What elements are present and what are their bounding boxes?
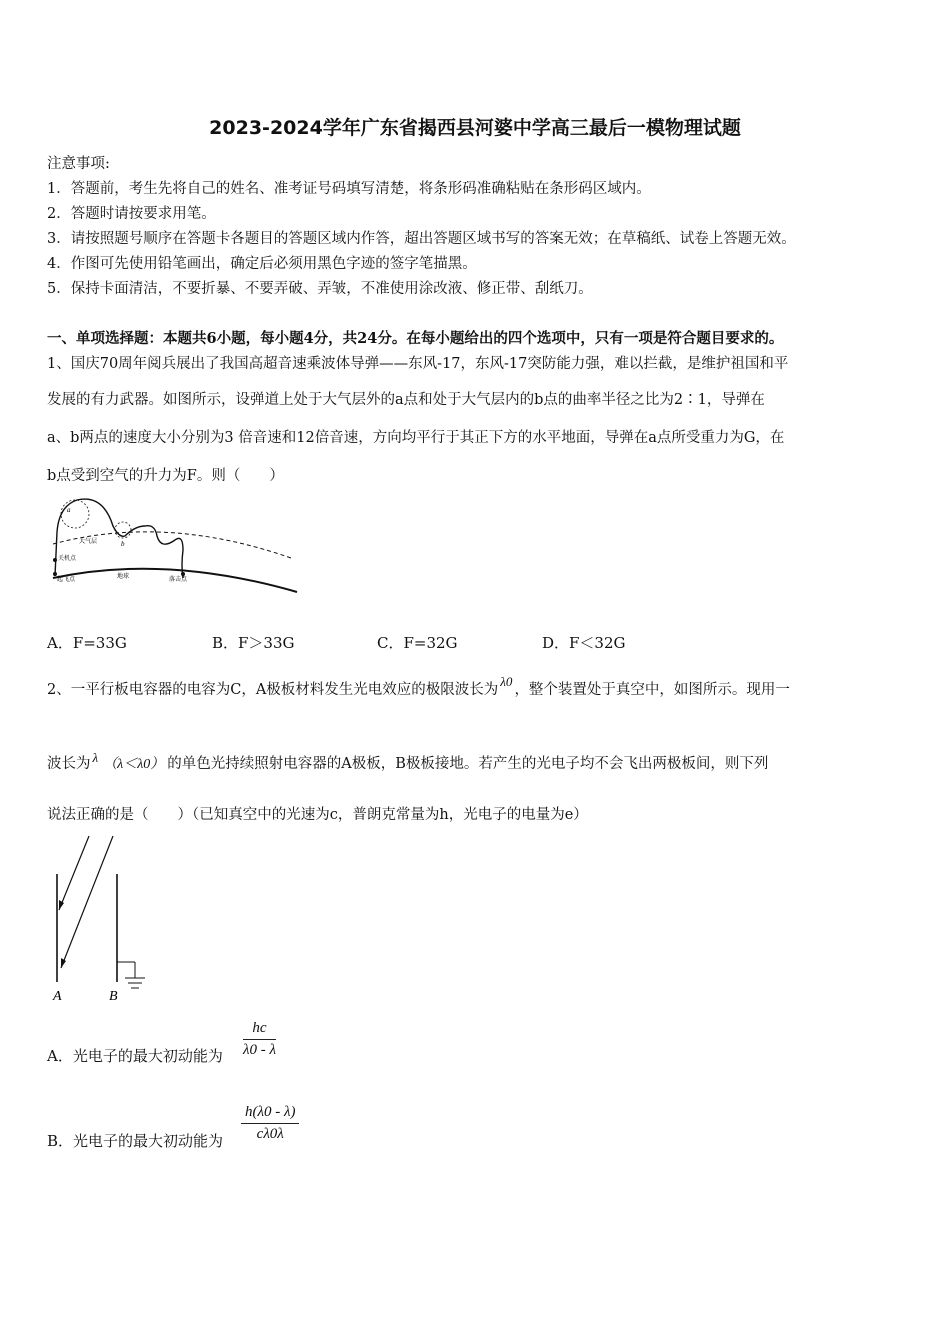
fraction-numerator: hc <box>243 1020 276 1040</box>
section-heading: 一、单项选择题：本题共6小题，每小题4分，共24分。在每小题给出的四个选项中，只有一项是符合题目要求的。 <box>47 330 784 347</box>
capacitor-figure <box>45 832 155 1007</box>
label-launch: 起飞点 <box>57 576 76 583</box>
q1-option-d[interactable]: D．F＜32G <box>542 634 626 652</box>
notice-heading: 注意事项: <box>47 156 110 172</box>
q1-line: a、b两点的速度大小分别为3 倍音速和12倍音速，方向均平行于其正下方的水平地面，导弹在a点所受重力为G，在 <box>47 430 785 446</box>
q1-line: b点受到空气的升力为F。则（ ） <box>47 468 284 484</box>
notice-item: 5．保持卡面清洁，不要折暴、不要弄破、弄皱，不准使用涂改液、修正带、刮纸刀。 <box>47 281 593 297</box>
light-ray-1 <box>59 836 89 910</box>
light-ray-2-arrow <box>61 958 66 968</box>
q2-line1-text: 2、一平行板电容器的电容为C，A极板材料发生光电效应的极限波长为 <box>47 682 499 698</box>
q2-option-a-fraction <box>243 1020 276 1059</box>
label-shutdown: 关机点 <box>58 555 77 562</box>
q2-line2-end: 的单色光持续照射电容器的A极板，B极板接地。若产生的光电子均不会飞出两极板间，则下列 <box>167 756 769 772</box>
light-ray-1-arrow <box>59 900 64 910</box>
q2-option-b-fraction <box>241 1104 299 1143</box>
label-target: 落击点 <box>169 576 188 583</box>
notice-item: 1．答题前，考生先将自己的姓名、准考证号码填写清楚，将条形码准确粘贴在条形码区域内。 <box>47 181 651 197</box>
shutdown-point <box>53 558 57 562</box>
q2-line1-end: ，整个装置处于真空中，如图所示。现用一 <box>514 682 790 698</box>
notice-item: 3．请按照题号顺序在答题卡各题目的答题区域内作答，超出答题区域书写的答案无效；在草稿纸、试卷上答题无效。 <box>47 231 796 247</box>
notice-item: 4．作图可先使用铅笔画出，确定后必须用黑色字迹的签字笔描黑。 <box>47 256 477 272</box>
q2-line2-start: 波长为 <box>47 756 91 772</box>
label-plate-b: B <box>109 989 118 1004</box>
lambda-symbol: λ <box>92 750 99 765</box>
q2-line-1 <box>47 674 790 699</box>
fraction-denominator: λ0 - λ <box>243 1042 276 1058</box>
page-title: 2023-2024学年广东省揭西县河婆中学高三最后一模物理试题 <box>209 117 741 139</box>
q2-option-b[interactable]: B．光电子的最大初动能为 <box>47 1132 224 1150</box>
notice-item: 2．答题时请按要求用笔。 <box>47 206 216 222</box>
label-atmosphere: 大气层 <box>79 538 98 545</box>
label-a: a <box>67 506 71 514</box>
q2-line-2 <box>47 752 768 773</box>
label-earth: 地球 <box>117 573 130 580</box>
light-ray-2 <box>61 836 113 968</box>
q1-option-c[interactable]: C．F=32G <box>377 634 458 652</box>
curvature-circle-a <box>61 500 89 528</box>
q1-line: 发展的有力武器。如图所示，设弹道上处于大气层外的a点和处于大气层内的b点的曲率半径之比为2∶1，导弹在 <box>47 392 765 408</box>
missile-trajectory-figure <box>45 492 303 596</box>
q2-option-a[interactable]: A．光电子的最大初动能为 <box>47 1047 223 1065</box>
fraction-numerator: h(λ0 - λ) <box>241 1104 299 1124</box>
lambda0-symbol: λ0 <box>500 674 513 689</box>
q1-option-a[interactable]: A．F=33G <box>47 634 127 652</box>
q2-line-3: 说法正确的是（ ）（已知真空中的光速为c，普朗克常量为h，光电子的电量为e） <box>47 807 588 823</box>
label-b: b <box>121 540 125 548</box>
fraction-denominator: cλ0λ <box>256 1126 284 1142</box>
q1-option-b[interactable]: B．F＞33G <box>212 634 295 652</box>
q1-line: 1、国庆70周年阅兵展出了我国高超音速乘波体导弹——东风-17，东风-17突防能力强，难以拦截，是维护祖国和平 <box>47 356 789 372</box>
label-plate-a: A <box>53 989 62 1004</box>
lambda-condition: （λ＜λ0） <box>103 757 165 772</box>
